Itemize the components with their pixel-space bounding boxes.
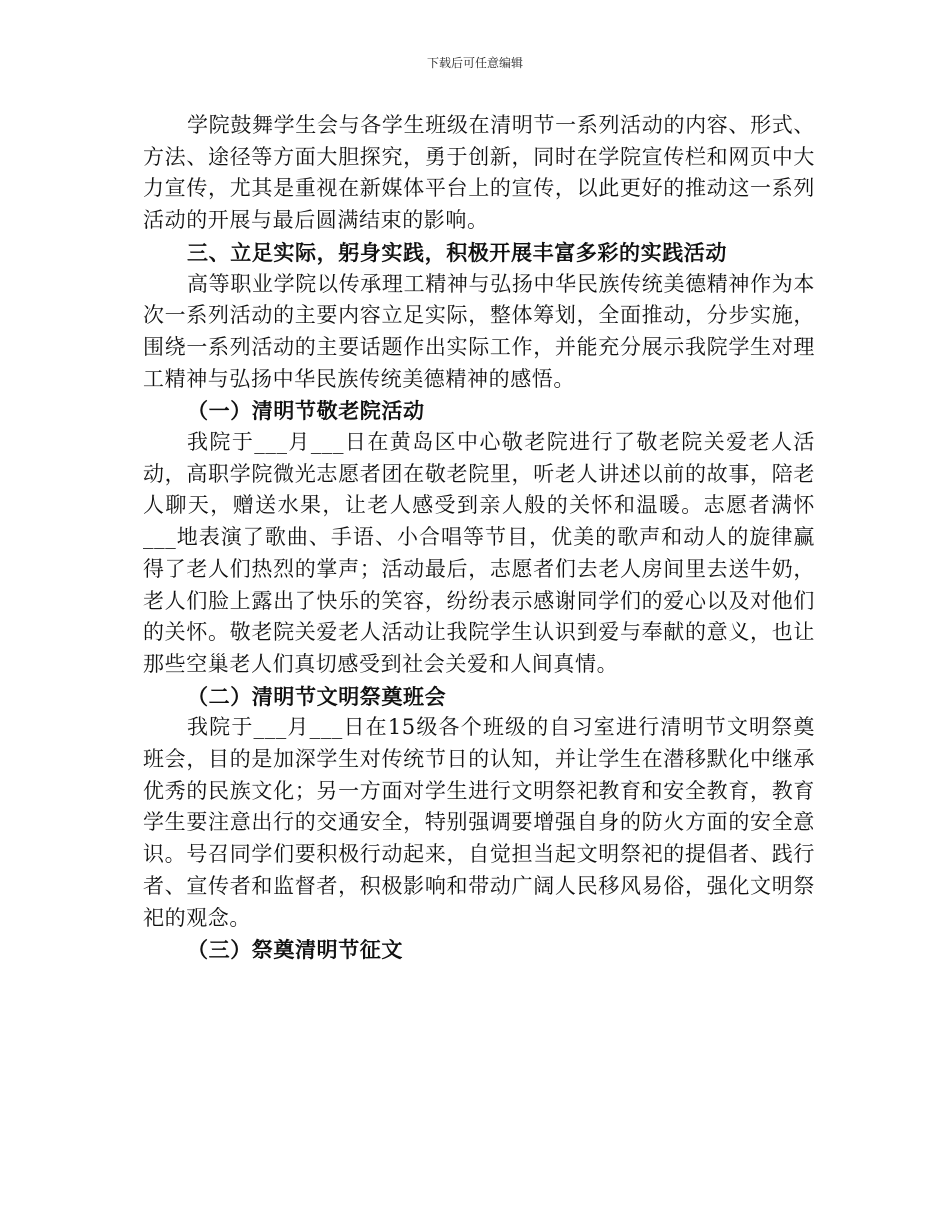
- document-body: [143, 110, 815, 966]
- paragraph-nursing-home: 我院于___月___日在黄岛区中心敬老院进行了敬老院关爱老人活动，高职学院微光志愿者团在敬老院里，听老人讲述以前的故事，陪老人聊天，赠送水果，让老人感受到亲人般的关怀和温暖。志愿者满怀___地表演了歌曲、手语、小合唱等节目，优美的歌声和动人的旋律赢得了老人们热烈的掌声；活动最后，志愿者们去老人房间里去送牛奶，老人们脸上露出了快乐的笑容，纷纷表示感谢同学们的爱心以及对他们的关怀。敬老院关爱老人活动让我院学生认识到爱与奉献的意义，也让那些空巢老人们真切感受到社会关爱和人间真情。: [143, 430, 815, 676]
- section-heading-practice: 三、立足实际，躬身实践，积极开展丰富多彩的实践活动: [187, 239, 727, 265]
- subheading-nursing-home: （一）清明节敬老院活动: [187, 398, 425, 424]
- subheading-essay: （三）祭奠清明节征文: [187, 937, 403, 963]
- subheading-class-meeting: （二）清明节文明祭奠班会: [187, 683, 447, 709]
- page-header-note: 下载后可任意编辑: [426, 56, 523, 70]
- paragraph-publicity: 学院鼓舞学生会与各学生班级在清明节一系列活动的内容、形式、方法、途径等方面大胆探究，勇于创新，同时在学院宣传栏和网页中大力宣传，尤其是重视在新媒体平台上的宣传，以此更好的推动这一系列活动的开展与最后圆满结束的影响。: [143, 113, 815, 233]
- paragraph-class-meeting: 我院于___月___日在15级各个班级的自习室进行清明节文明祭奠班会，目的是加深学生对传统节日的认知，并让学生在潜移默化中继承优秀的民族文化；另一方面对学生进行文明祭祀教育和安全教育，教育学生要注意出行的交通安全，特别强调要增强自身的防火方面的安全意识。号召同学们要积极行动起来，自觉担当起文明祭祀的提倡者、践行者、宣传者和监督者，积极影响和带动广阔人民移风易俗，强化文明祭祀的观念。: [143, 715, 815, 930]
- paragraph-practice-intro: 高等职业学院以传承理工精神与弘扬中华民族传统美德精神作为本次一系列活动的主要内容立足实际，整体筹划，全面推动，分步实施，围绕一系列活动的主要话题作出实际工作，并能充分展示我院学生对理工精神与弘扬中华民族传统美德精神的感悟。: [143, 271, 815, 391]
